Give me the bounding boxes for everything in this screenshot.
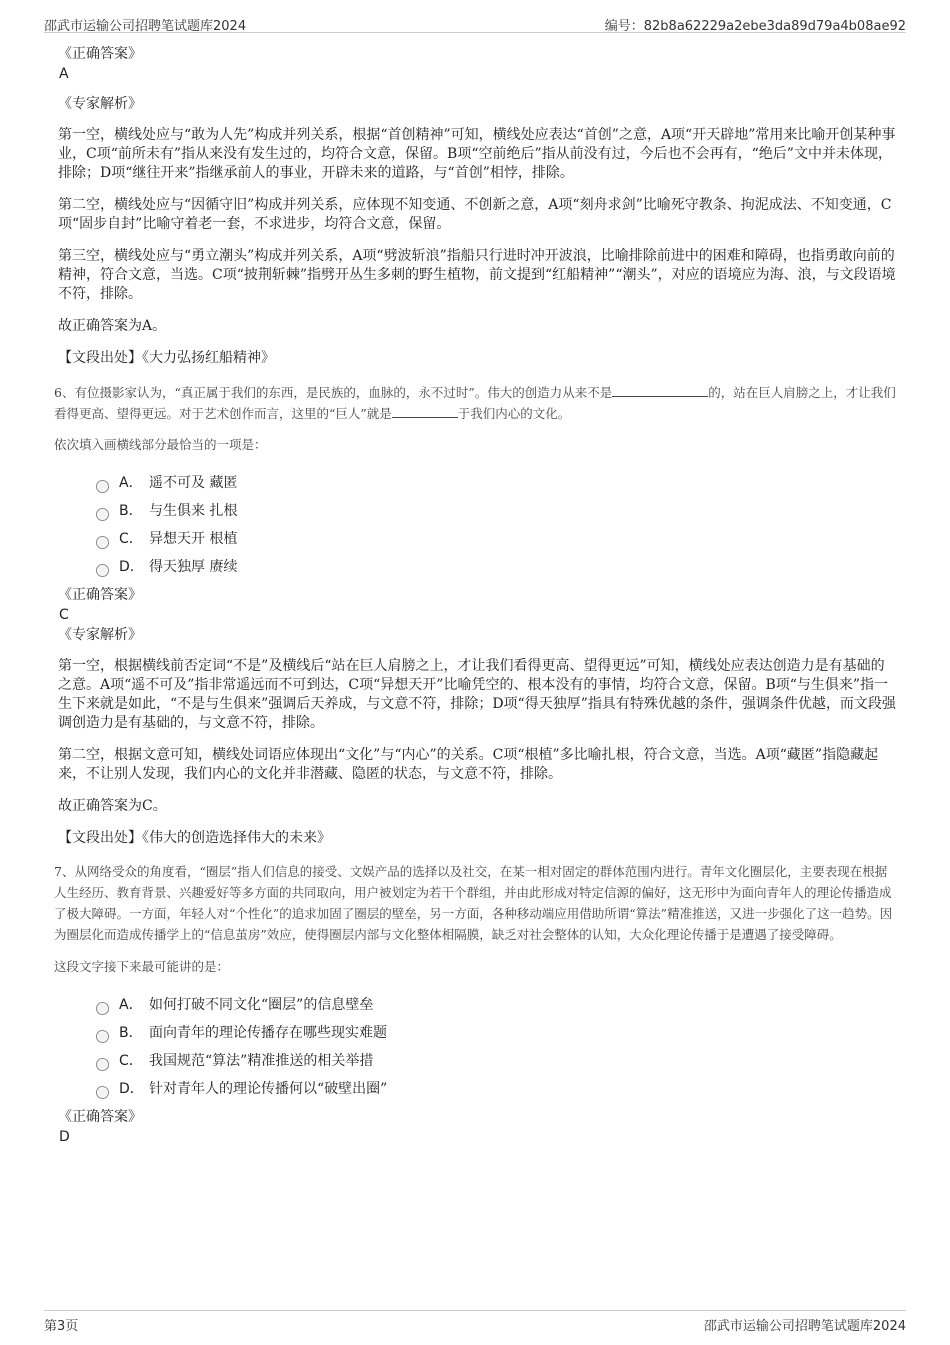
radio-icon[interactable] (96, 1086, 109, 1099)
radio-icon[interactable] (96, 480, 109, 493)
radio-icon[interactable] (96, 1058, 109, 1071)
q5-analysis-1: 第一空，横线处应与“敢为人先”构成并列关系，根据“首创精神”可知，横线处应表达“首创”之意，A项“开天辟地”常用来比喻开创某种事业，C项“前所未有”指从来没有发生过的，均符合文意，保留。B项“空前绝后”指从前没有过，今后也不会再有，“绝后”文中并未体现，排除；D项“继往开来”指继承前人的事业，开辟未来的道路，与“首创”相悖，排除。 (58, 127, 896, 181)
option-text: 我国规范“算法”精准推送的相关举措 (149, 1053, 374, 1069)
page-number: 第3页 (44, 1319, 79, 1334)
q6-answer: C (59, 607, 69, 623)
header-doc-id: 编号：82b8a62229a2ebe3da89d79a4b08ae92 (604, 19, 906, 34)
q6-options (58, 469, 898, 581)
radio-icon[interactable] (96, 536, 109, 549)
radio-icon[interactable] (96, 564, 109, 577)
q6-text-c: 于我们内心的文化。 (457, 406, 571, 421)
q7-options (58, 991, 898, 1103)
page-content (54, 44, 898, 1147)
q5-source: 【文段出处】《大力弘扬红船精神》 (58, 350, 275, 366)
radio-icon[interactable] (96, 508, 109, 521)
q6-question (54, 382, 898, 424)
q7-prompt: 这段文字接下来最可能讲的是： (54, 959, 230, 974)
q5-analysis-2: 第二空，横线处应与“因循守旧”构成并列关系，应体现不知变通、不创新之意，A项“刻舟求剑”比喻死守教条、拘泥成法、不知变通，C项“固步自封”比喻守着老一套，不求进步，均符合文意，保留。 (58, 197, 892, 232)
q6-option-a[interactable]: A． 遥不可及 藏匿 (96, 469, 898, 497)
q7-option-b[interactable]: B． 面向青年的理论传播存在哪些现实难题 (96, 1019, 898, 1047)
q6-conclusion: 故正确答案为C。 (58, 798, 167, 814)
correct-answer-label: 《正确答案》 (58, 46, 142, 62)
q6-text-a: 6、有位摄影家认为，“真正属于我们的东西，是民族的，血脉的，永不过时”。伟大的创造力从来不是 (54, 385, 613, 400)
q6-analysis-2: 第二空，根据文意可知，横线处词语应体现出“文化”与“内心”的关系。C项“根植”多比喻扎根，符合文意，当选。A项“藏匿”指隐藏起来，不让别人发现，我们内心的文化并非潜藏、隐匿的状态，与文意不符，排除。 (58, 747, 879, 782)
option-text: 异想天开 根植 (149, 531, 238, 547)
option-text: 如何打破不同文化“圈层”的信息壁垒 (149, 997, 374, 1013)
q5-answer: A (59, 66, 69, 82)
q7-option-a[interactable]: A． 如何打破不同文化“圈层”的信息壁垒 (96, 991, 898, 1019)
q5-analysis-3: 第三空，横线处应与“勇立潮头”构成并列关系，A项“劈波斩浪”指船只行进时冲开波浪，比喻排除前进中的困难和障碍，也指勇敢向前的精神，符合文意，当选。C项“披荆斩棘”指劈开丛生多刺的野生植物，前文提到“红船精神”“潮头”，对应的语境应为海、浪，与文段语境不符，排除。 (58, 248, 896, 302)
option-text: 与生俱来 扎根 (149, 503, 238, 519)
q6-source: 【文段出处】《伟大的创造选择伟大的未来》 (58, 830, 331, 846)
option-text: 针对青年人的理论传播何以“破壁出圈” (149, 1081, 388, 1097)
q5-conclusion: 故正确答案为A。 (58, 318, 167, 334)
radio-icon[interactable] (96, 1002, 109, 1015)
option-text: 面向青年的理论传播存在哪些现实难题 (149, 1025, 387, 1041)
correct-answer-label: 《正确答案》 (58, 587, 142, 603)
expert-analysis-label: 《专家解析》 (58, 627, 142, 643)
q6-analysis-1: 第一空，根据横线前否定词“不是”及横线后“站在巨人肩膀之上，才让我们看得更高、望得更远”可知，横线处应表达创造力是有基础的之意。A项“遥不可及”指非常遥远而不可到达，C项“异想天开”比喻凭空的、根本没有的事情，均符合文意，保留。B项“与生俱来”指一生下来就是如此，“不是与生俱来”强调后天养成，与文意不符，排除；D项“得天独厚”指具有特殊优越的条件，强调条件优越，而文段强调创造力是有基础的，与文意不符，排除。 (58, 658, 896, 731)
fill-blank-2 (392, 403, 458, 418)
header-title: 邵武市运输公司招聘笔试题库2024 (44, 19, 247, 34)
radio-icon[interactable] (96, 1030, 109, 1043)
q6-text-b: 的，站在巨人肩膀之上，才让我们看得更高、望得更远。对于艺术创作而言，这里的“巨人”就是 (54, 385, 896, 421)
q7-option-d[interactable]: D． 针对青年人的理论传播何以“破壁出圈” (96, 1075, 898, 1103)
page-header (44, 14, 906, 33)
q6-option-b[interactable]: B． 与生俱来 扎根 (96, 497, 898, 525)
page-footer (44, 1310, 906, 1333)
correct-answer-label: 《正确答案》 (58, 1109, 142, 1125)
footer-title: 邵武市运输公司招聘笔试题库2024 (703, 1319, 906, 1334)
option-text: 得天独厚 赓续 (149, 559, 238, 575)
expert-analysis-label: 《专家解析》 (58, 96, 142, 112)
q6-prompt: 依次填入画横线部分最恰当的一项是： (54, 437, 267, 452)
q7-question: 7、从网络受众的角度看，“圈层”指人们信息的接受、文娱产品的选择以及社交，在某一相对固定的群体范围内进行。青年文化圈层化，主要表现在根据人生经历、教育背景、兴趣爱好等多方面的共同取向，用户被划定为若干个群组，并由此形成对特定信源的偏好，这无形中为面向青年人的理论传播造成了极大障碍。一方面，年轻人对“个性化”的追求加固了圈层的壁垒，另一方面，各种移动端应用借助所谓“算法”精准推送，又进一步强化了这一趋势。因为圈层化而造成传播学上的“信息茧房”效应，使得圈层内部与文化整体相隔膜，缺乏对社会整体的认知，大众化理论传播于是遭遇了接受障碍。 (54, 864, 893, 942)
q6-option-c[interactable]: C． 异想天开 根植 (96, 525, 898, 553)
fill-blank-1 (612, 382, 708, 397)
q6-option-d[interactable]: D． 得天独厚 赓续 (96, 553, 898, 581)
q7-option-c[interactable]: C． 我国规范“算法”精准推送的相关举措 (96, 1047, 898, 1075)
option-text: 遥不可及 藏匿 (149, 475, 238, 491)
q7-answer: D (59, 1129, 70, 1145)
